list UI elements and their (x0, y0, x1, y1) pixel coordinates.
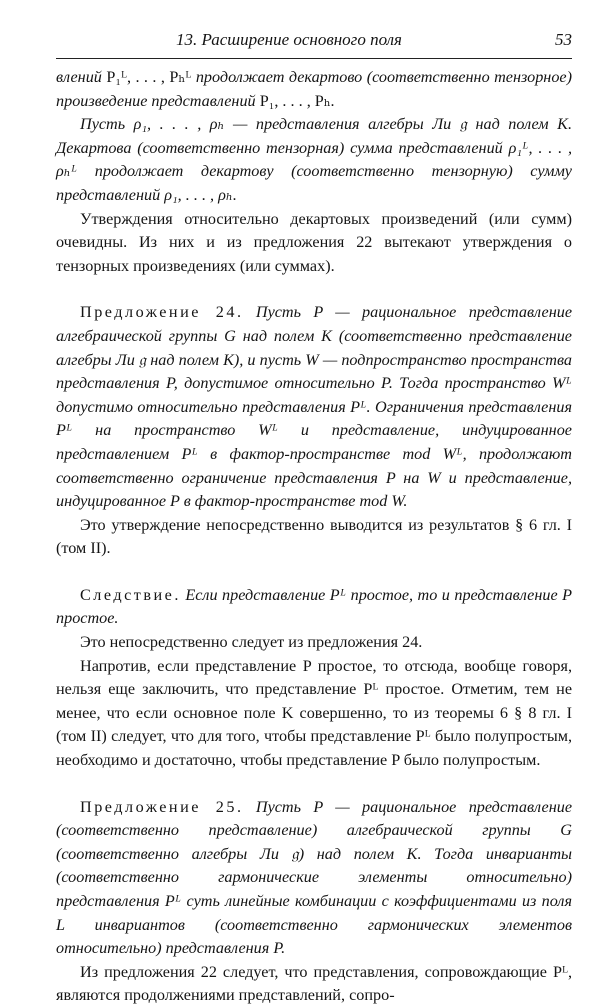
corollary-label: Следствие. (80, 585, 181, 604)
corollary-text: Если представление Pᴸ простое, то и представление P простое. (56, 585, 572, 628)
running-title: 13. Расширение основного поля (176, 30, 402, 49)
proposition-25-label: Предложение 25. (80, 797, 244, 816)
corollary-proof: Это непосредственно следует из предложения 24. (80, 633, 423, 652)
proposition-24-proof: Это утверждение непосредственно выводится из результатов § 6 гл. I (том II). (56, 515, 572, 558)
paragraph-continuation: влений P₁ᴸ, . . . , Pₕᴸ продолжает декартово (соответственно тензорное) произведение представлений P₁, . . . , Pₕ. (56, 68, 572, 110)
proposition-24 (56, 301, 572, 513)
page-header (56, 18, 572, 59)
corollary-remark: Напротив, если представление P простое, то отсюда, вообще говоря, нельзя еще заключить, что представление Pᴸ простое. Отметим, тем не менее, что если основное поле K совершенно, то из теоремы 6 § 8 гл. I (том II) следует, что для того, чтобы представление Pᴸ было полупростым, необходимо и достаточно, чтобы представление P было полупростым. (56, 656, 572, 770)
proposition-24-text: Пусть P — рациональное представление алгебраической группы G над полем K (соответственно представление алгебры Ли 𝔤 над полем K), и пусть W — подпространство пространства представления P, допустимое относительно P. Тогда пространство Wᴸ допустимо относительно представления Pᴸ. Ограничения представления Pᴸ на пространство Wᴸ и представление, индуцированное представлением Pᴸ в фактор-пространстве mod Wᴸ, продолжают соответственно ограничение представления P на W и представление, индуцированное P в фактор-пространстве mod W. (56, 303, 572, 511)
proposition-25-proof: Из предложения 22 следует, что представления, сопровождающие Pᴸ, являются продолжениями представлений, сопро- (56, 962, 572, 1005)
proposition-25 (56, 796, 572, 961)
corollary (56, 584, 572, 631)
paragraph-remark-products: Утверждения относительно декартовых произведений (или сумм) очевидны. Из них и из предложения 22 вытекают утверждения о тензорных произведениях (или суммах). (56, 209, 572, 275)
proposition-25-text: Пусть P — рациональное представление (соответственно представление) алгебраической группы G (соответственно алгебры Ли 𝔤) над полем K. Тогда инварианты (соответственно гармонические элементы относительно) представления Pᴸ суть линейные комбинации с коэффициентами из поля L инвариантов (соответственно гармонических элементов относительно) представления P. (56, 797, 572, 958)
proposition-24-label: Предложение 24. (80, 303, 244, 322)
paragraph-sum-of-representations: Пусть ρ₁, . . . , ρₕ — представления алгебры Ли 𝔤 над полем K. Декартова (соответственно тензорная) сумма представлений ρ₁ᴸ, . . . , ρₕᴸ продолжает декартову (соответственно тензорную) сумму представлений ρ₁, . . . , ρₕ. (56, 115, 572, 204)
page-number: 53 (555, 30, 572, 49)
page-body (56, 66, 572, 1008)
